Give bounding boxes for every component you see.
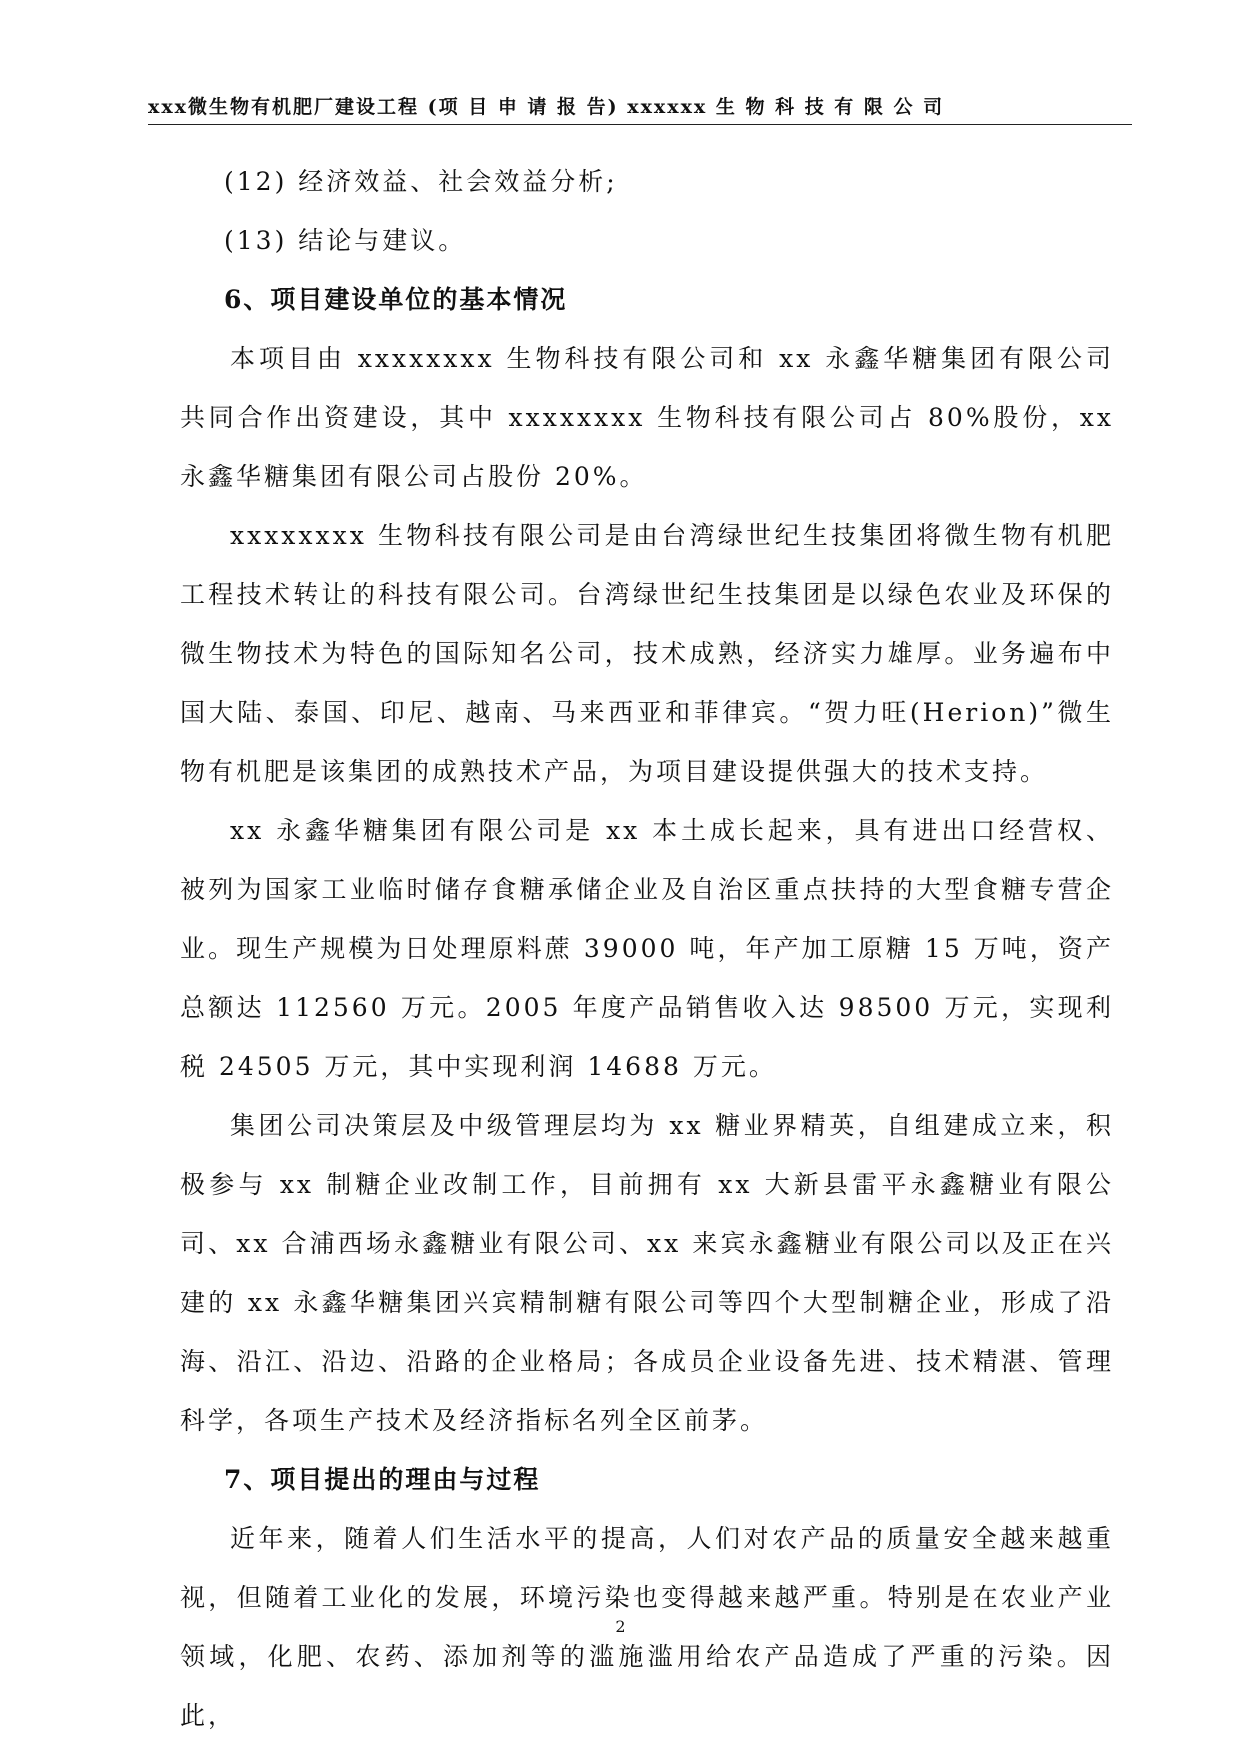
list-item: (12) 经济效益、社会效益分析; <box>224 167 618 196</box>
page-number: 2 <box>615 1617 626 1636</box>
paragraph: xxxxxxxx 生物科技有限公司是由台湾绿世纪生技集团将微生物有机肥工程技术转让的科技有限公司。台湾绿世纪生技集团是以绿色农业及环保的微生物技术为特色的国际知名公司，技术成熟，经济实力雄厚。业务遍布中国大陆、泰国、印尼、越南、马来西亚和菲律宾。“贺力旺(Herion)”微生物有机肥是该集团的成熟技术产品，为项目建设提供强大的技术支持。 <box>180 521 1114 786</box>
paragraph: 集团公司决策层及中级管理层均为 xx 糖业界精英，自组建成立来，积极参与 xx 制糖企业改制工作，目前拥有 xx 大新县雷平永鑫糖业有限公司、xx 合浦西场永鑫糖业有限公司、xx 来宾永鑫糖业有限公司以及正在兴建的 xx 永鑫华糖集团兴宾精制糖有限公司等四个大型制糖企业，形成了沿海、沿江、沿边、沿路的企业格局；各成员企业设备先进、技术精湛、管理科学，各项生产技术及经济指标名列全区前茅。 <box>180 1111 1114 1435</box>
paragraph: xx 永鑫华糖集团有限公司是 xx 本土成长起来，具有进出口经营权、被列为国家工业临时储存食糖承储企业及自治区重点扶持的大型食糖专营企业。现生产规模为日处理原料蔗 39000 吨，年产加工原糖 15 万吨，资产总额达 112560 万元。2005 年度产品销售收入达 98500 万元，实现利税 24505 万元，其中实现利润 14688 万元。 <box>180 816 1114 1081</box>
document-body <box>180 152 1114 1745</box>
section-heading: 7、项目提出的理由与过程 <box>224 1465 541 1494</box>
paragraph: 本项目由 xxxxxxxx 生物科技有限公司和 xx 永鑫华糖集团有限公司共同合作出资建设，其中 xxxxxxxx 生物科技有限公司占 80%股份，xx 永鑫华糖集团有限公司占股份 20%。 <box>180 344 1114 491</box>
section-heading: 6、项目建设单位的基本情况 <box>224 285 568 314</box>
running-header: xxx微生物有机肥厂建设工程 (项 目 申 请 报 告) xxxxxx 生 物 科 技 有 限 公 司 <box>148 96 945 118</box>
list-item: (13) 结论与建议。 <box>224 226 467 255</box>
paragraph: 近年来，随着人们生活水平的提高，人们对农产品的质量安全越来越重视，但随着工业化的发展，环境污染也变得越来越严重。特别是在农业产业领域，化肥、农药、添加剂等的滥施滥用给农产品造成了严重的污染。因此， <box>180 1524 1114 1730</box>
header-rule <box>148 124 1132 125</box>
